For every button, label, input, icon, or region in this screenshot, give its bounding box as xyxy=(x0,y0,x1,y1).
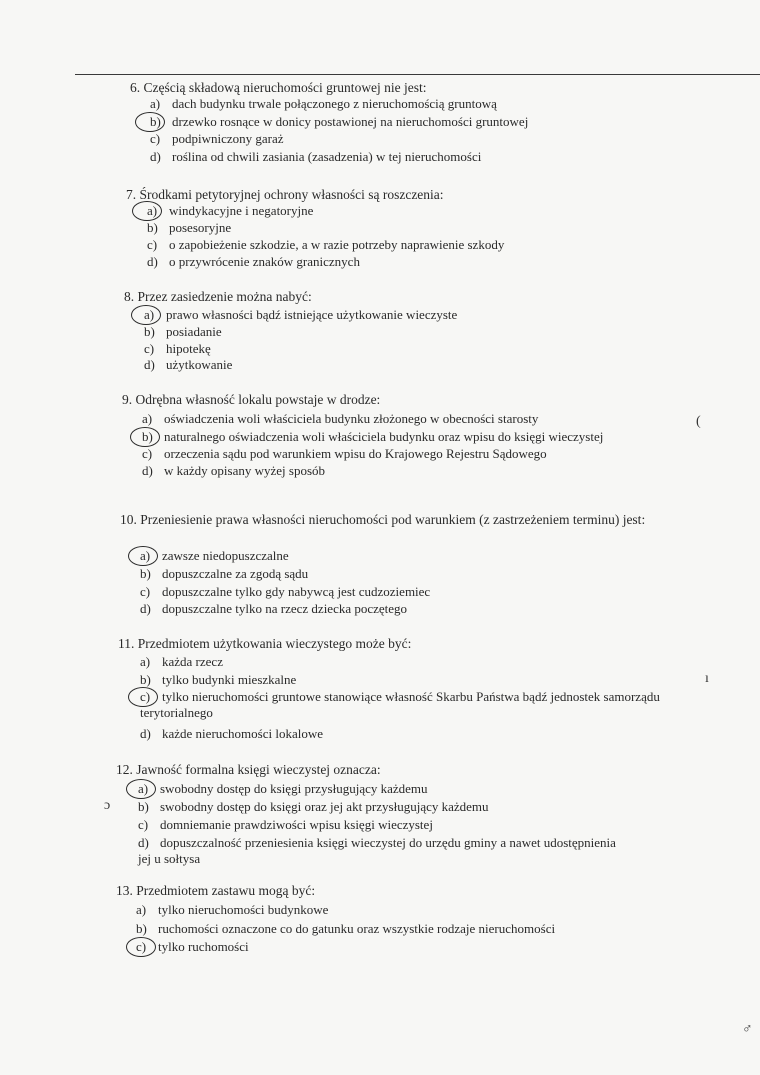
q7-option-d: d) o przywrócenie znaków granicznych xyxy=(147,254,360,269)
question-12-title: 12. Jawność formalna księgi wieczystej oznacza: xyxy=(116,762,381,777)
q12-option-d: d) dopuszczalność przeniesienia księgi wieczystej do urzędu gminy a nawet udostępnienia jej u sołtysa xyxy=(138,835,616,866)
q8-option-b: b) posiadanie xyxy=(144,324,222,339)
answer-circle-q8 xyxy=(131,305,161,325)
q10-option-c: c) dopuszczalne tylko gdy nabywcą jest cudzoziemiec xyxy=(140,584,431,599)
q10-option-a: a) zawsze niedopuszczalne xyxy=(140,548,289,563)
question-8-title: 8. Przez zasiedzenie można nabyć: xyxy=(124,289,312,304)
q6-option-a: a) dach budynku trwale połączonego z nieruchomością gruntową xyxy=(150,96,497,111)
question-6-title: 6. Częścią składową nieruchomości gruntowej nie jest: xyxy=(130,80,427,95)
q7-option-c: c) o zapobieżenie szkodzie, a w razie potrzeby naprawienie szkody xyxy=(147,237,505,252)
q13-option-a: a) tylko nieruchomości budynkowe xyxy=(136,902,329,917)
answer-circle-q6 xyxy=(135,112,165,132)
q12-option-a: a) swobodny dostęp do księgi przysługujący każdemu xyxy=(138,781,428,796)
q9-option-c: c) orzeczenia sądu pod warunkiem wpisu do Krajowego Rejestru Sądowego xyxy=(142,446,547,461)
q7-option-a: a) windykacyjne i negatoryjne xyxy=(147,203,314,218)
question-10-title: 10. Przeniesienie prawa własności nieruchomości pod warunkiem (z zastrzeżeniem terminu) jest: xyxy=(120,512,646,527)
answer-circle-q11 xyxy=(128,687,158,707)
question-9-title: 9. Odrębna własność lokalu powstaje w drodze: xyxy=(122,392,381,407)
question-11-title: 11. Przedmiotem użytkowania wieczystego może być: xyxy=(118,636,412,651)
margin-mark: ɔ xyxy=(104,798,111,813)
q6-option-c: c) podpiwniczony garaż xyxy=(150,131,284,146)
q9-option-a: a) oświadczenia woli właściciela budynku złożonego w obecności starosty xyxy=(142,411,539,426)
answer-circle-q13 xyxy=(126,937,156,957)
q8-option-c: c) hipotekę xyxy=(144,341,211,356)
q11-option-a: a) każda rzecz xyxy=(140,654,223,669)
q13-option-c: c) tylko ruchomości xyxy=(136,939,249,954)
answer-circle-q7 xyxy=(132,201,162,221)
q11-option-c: c) tylko nieruchomości gruntowe stanowiące własność Skarbu Państwa bądź jednostek samorządu terytorialnego xyxy=(140,689,660,720)
q8-option-a: a) prawo własności bądź istniejące użytkowanie wieczyste xyxy=(144,307,458,322)
q9-option-b: b) naturalnego oświadczenia woli właściciela budynku oraz wpisu do księgi wieczystej xyxy=(142,429,604,444)
question-13-title: 13. Przedmiotem zastawu mogą być: xyxy=(116,883,316,898)
q12-option-c: c) domniemanie prawdziwości wpisu księgi wieczystej xyxy=(138,817,433,832)
q13-option-b: b) ruchomości oznaczone co do gatunku oraz wszystkie rodzaje nieruchomości xyxy=(136,921,556,936)
q12-option-b: b) swobodny dostęp do księgi oraz jej akt przysługujący każdemu xyxy=(138,799,489,814)
margin-mark: ♂ xyxy=(742,1022,753,1037)
question-7-title: 7. Środkami petytoryjnej ochrony własności są roszczenia: xyxy=(126,187,444,202)
q11-option-b: b) tylko budynki mieszkalne xyxy=(140,672,297,687)
q10-option-b: b) dopuszczalne za zgodą sądu xyxy=(140,566,309,581)
q6-option-b: b) drzewko rosnące w donicy postawionej na nieruchomości gruntowej xyxy=(150,114,529,129)
margin-mark: ı xyxy=(705,671,709,686)
q7-option-b: b) posesoryjne xyxy=(147,220,232,235)
q8-option-d: d) użytkowanie xyxy=(144,357,233,372)
top-rule xyxy=(75,74,760,75)
answer-circle-q10 xyxy=(128,546,158,566)
q10-option-d: d) dopuszczalne tylko na rzecz dziecka poczętego xyxy=(140,601,408,616)
answer-circle-q12 xyxy=(126,779,156,799)
answer-circle-q9 xyxy=(130,427,160,447)
margin-mark: ( xyxy=(696,414,701,429)
q9-option-d: d) w każdy opisany wyżej sposób xyxy=(142,463,326,478)
q11-option-d: d) każde nieruchomości lokalowe xyxy=(140,726,323,741)
q6-option-d: d) roślina od chwili zasiania (zasadzenia) w tej nieruchomości xyxy=(150,149,482,164)
